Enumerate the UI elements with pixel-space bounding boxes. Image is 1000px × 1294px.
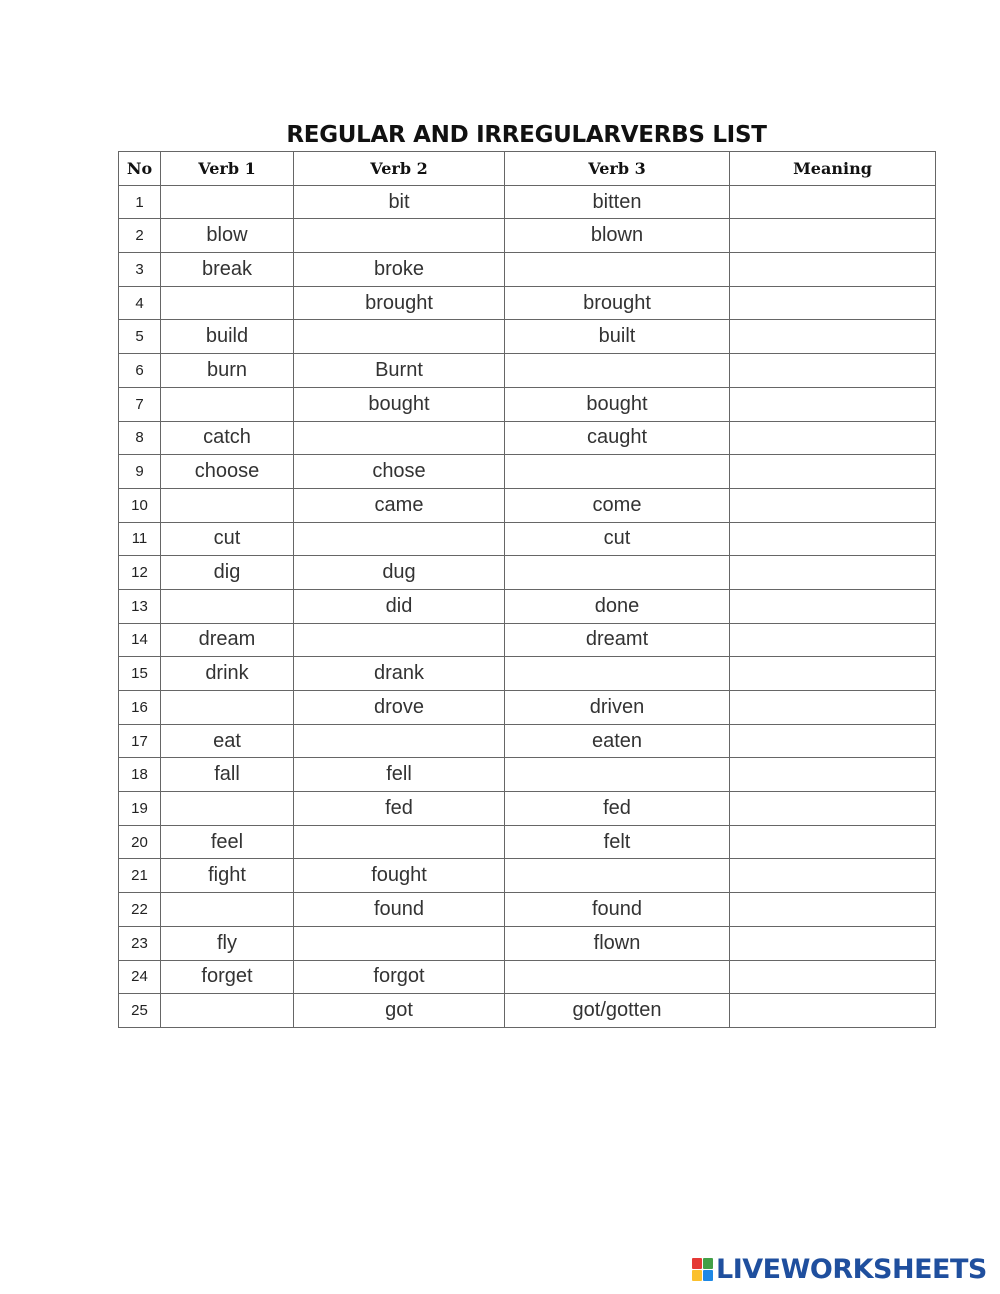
cell-verb-2[interactable]: came xyxy=(294,488,505,522)
cell-no: 14 xyxy=(119,623,161,657)
cell-meaning[interactable] xyxy=(730,792,936,826)
table-row xyxy=(119,522,936,556)
cell-verb-2[interactable]: fell xyxy=(294,758,505,792)
cell-meaning[interactable] xyxy=(730,691,936,725)
cell-verb-1[interactable]: burn xyxy=(161,354,294,388)
cell-verb-2[interactable]: fed xyxy=(294,792,505,826)
cell-verb-3[interactable]: found xyxy=(505,893,730,927)
cell-no: 8 xyxy=(119,421,161,455)
cell-verb-1[interactable]: drink xyxy=(161,657,294,691)
table-row xyxy=(119,556,936,590)
cell-no: 6 xyxy=(119,354,161,388)
cell-no: 18 xyxy=(119,758,161,792)
cell-meaning[interactable] xyxy=(730,859,936,893)
cell-verb-3[interactable] xyxy=(505,960,730,994)
cell-verb-2[interactable]: broke xyxy=(294,253,505,287)
cell-no: 10 xyxy=(119,488,161,522)
cell-verb-1[interactable]: build xyxy=(161,320,294,354)
cell-meaning[interactable] xyxy=(730,724,936,758)
table-row xyxy=(119,960,936,994)
cell-verb-3[interactable] xyxy=(505,758,730,792)
cell-meaning[interactable] xyxy=(730,556,936,590)
cell-verb-1[interactable] xyxy=(161,488,294,522)
cell-no: 15 xyxy=(119,657,161,691)
cell-verb-2[interactable]: did xyxy=(294,589,505,623)
cell-verb-2[interactable]: found xyxy=(294,893,505,927)
cell-verb-1[interactable]: fight xyxy=(161,859,294,893)
cell-meaning[interactable] xyxy=(730,286,936,320)
header-no: No xyxy=(119,152,161,186)
cell-verb-2[interactable]: chose xyxy=(294,455,505,489)
table-row xyxy=(119,825,936,859)
cell-verb-1[interactable] xyxy=(161,792,294,826)
cell-verb-2[interactable] xyxy=(294,522,505,556)
cell-verb-2[interactable]: Burnt xyxy=(294,354,505,388)
cell-verb-2[interactable]: dug xyxy=(294,556,505,590)
cell-verb-1[interactable]: catch xyxy=(161,421,294,455)
cell-meaning[interactable] xyxy=(730,320,936,354)
cell-meaning[interactable] xyxy=(730,522,936,556)
cell-verb-3[interactable] xyxy=(505,859,730,893)
cell-meaning[interactable] xyxy=(730,354,936,388)
cell-verb-2[interactable]: got xyxy=(294,994,505,1028)
cell-verb-1[interactable] xyxy=(161,589,294,623)
header-meaning: Meaning xyxy=(730,152,936,186)
table-row xyxy=(119,488,936,522)
cell-no: 11 xyxy=(119,522,161,556)
table-row xyxy=(119,994,936,1028)
table-row xyxy=(119,455,936,489)
cell-meaning[interactable] xyxy=(730,589,936,623)
cell-meaning[interactable] xyxy=(730,657,936,691)
cell-verb-2[interactable] xyxy=(294,320,505,354)
cell-verb-3[interactable]: felt xyxy=(505,825,730,859)
table-row xyxy=(119,623,936,657)
cell-no: 2 xyxy=(119,219,161,253)
cell-meaning[interactable] xyxy=(730,219,936,253)
cell-verb-2[interactable] xyxy=(294,724,505,758)
cell-verb-3[interactable]: built xyxy=(505,320,730,354)
cell-no: 12 xyxy=(119,556,161,590)
table-row xyxy=(119,758,936,792)
cell-verb-1[interactable]: cut xyxy=(161,522,294,556)
cell-verb-2[interactable] xyxy=(294,623,505,657)
cell-verb-1[interactable]: fly xyxy=(161,926,294,960)
cell-meaning[interactable] xyxy=(730,421,936,455)
cell-verb-1[interactable]: eat xyxy=(161,724,294,758)
cell-no: 3 xyxy=(119,253,161,287)
cell-verb-3[interactable] xyxy=(505,657,730,691)
cell-verb-3[interactable]: cut xyxy=(505,522,730,556)
cell-verb-1[interactable] xyxy=(161,893,294,927)
cell-meaning[interactable] xyxy=(730,758,936,792)
cell-verb-3[interactable]: blown xyxy=(505,219,730,253)
logo-square-green xyxy=(703,1258,713,1269)
table-row xyxy=(119,724,936,758)
table-body xyxy=(119,185,936,1027)
cell-no: 23 xyxy=(119,926,161,960)
liveworksheets-logo xyxy=(692,1252,987,1286)
cell-no: 17 xyxy=(119,724,161,758)
cell-verb-2[interactable] xyxy=(294,825,505,859)
header-verb-3: Verb 3 xyxy=(505,152,730,186)
cell-verb-2[interactable] xyxy=(294,926,505,960)
cell-no: 20 xyxy=(119,825,161,859)
table-header-row xyxy=(119,152,936,186)
cell-verb-1[interactable]: blow xyxy=(161,219,294,253)
cell-no: 9 xyxy=(119,455,161,489)
logo-square-blue xyxy=(703,1270,713,1281)
table-row xyxy=(119,286,936,320)
cell-meaning[interactable] xyxy=(730,825,936,859)
cell-verb-3[interactable] xyxy=(505,556,730,590)
cell-no: 1 xyxy=(119,185,161,219)
cell-verb-3[interactable]: dreamt xyxy=(505,623,730,657)
header-verb-1: Verb 1 xyxy=(161,152,294,186)
cell-verb-1[interactable]: dig xyxy=(161,556,294,590)
table-row xyxy=(119,691,936,725)
cell-verb-3[interactable]: come xyxy=(505,488,730,522)
cell-verb-3[interactable]: done xyxy=(505,589,730,623)
cell-verb-1[interactable] xyxy=(161,185,294,219)
cell-verb-3[interactable]: got/gotten xyxy=(505,994,730,1028)
logo-square-red xyxy=(692,1258,702,1269)
logo-text: LIVEWORKSHEETS xyxy=(716,1253,987,1285)
cell-no: 19 xyxy=(119,792,161,826)
cell-no: 13 xyxy=(119,589,161,623)
table-row xyxy=(119,859,936,893)
cell-meaning[interactable] xyxy=(730,893,936,927)
cell-meaning[interactable] xyxy=(730,926,936,960)
cell-verb-2[interactable]: bought xyxy=(294,387,505,421)
cell-verb-3[interactable]: driven xyxy=(505,691,730,725)
cell-no: 5 xyxy=(119,320,161,354)
cell-verb-1[interactable]: forget xyxy=(161,960,294,994)
cell-meaning[interactable] xyxy=(730,623,936,657)
cell-verb-3[interactable]: bought xyxy=(505,387,730,421)
cell-verb-2[interactable]: drove xyxy=(294,691,505,725)
cell-no: 16 xyxy=(119,691,161,725)
table-row xyxy=(119,589,936,623)
cell-no: 21 xyxy=(119,859,161,893)
cell-meaning[interactable] xyxy=(730,185,936,219)
cell-meaning[interactable] xyxy=(730,455,936,489)
cell-verb-3[interactable] xyxy=(505,253,730,287)
cell-verb-1[interactable] xyxy=(161,691,294,725)
cell-verb-1[interactable]: break xyxy=(161,253,294,287)
cell-verb-3[interactable]: bitten xyxy=(505,185,730,219)
cell-meaning[interactable] xyxy=(730,994,936,1028)
cell-meaning[interactable] xyxy=(730,960,936,994)
cell-verb-1[interactable] xyxy=(161,387,294,421)
cell-verb-3[interactable]: eaten xyxy=(505,724,730,758)
cell-verb-1[interactable] xyxy=(161,994,294,1028)
cell-no: 25 xyxy=(119,994,161,1028)
worksheet-title: REGULAR AND IRREGULARVERBS LIST xyxy=(286,122,767,148)
liveworksheets-logo-icon xyxy=(692,1258,713,1281)
header-verb-2: Verb 2 xyxy=(294,152,505,186)
table-row xyxy=(119,387,936,421)
table-row xyxy=(119,657,936,691)
cell-verb-3[interactable]: fed xyxy=(505,792,730,826)
cell-meaning[interactable] xyxy=(730,387,936,421)
table-row xyxy=(119,792,936,826)
cell-verb-1[interactable]: feel xyxy=(161,825,294,859)
cell-verb-3[interactable] xyxy=(505,455,730,489)
cell-verb-1[interactable]: choose xyxy=(161,455,294,489)
cell-no: 4 xyxy=(119,286,161,320)
cell-meaning[interactable] xyxy=(730,253,936,287)
cell-no: 24 xyxy=(119,960,161,994)
cell-verb-2[interactable] xyxy=(294,421,505,455)
cell-verb-3[interactable]: caught xyxy=(505,421,730,455)
table-row xyxy=(119,253,936,287)
logo-square-yellow xyxy=(692,1270,702,1281)
table-row xyxy=(119,219,936,253)
cell-no: 7 xyxy=(119,387,161,421)
cell-verb-2[interactable]: drank xyxy=(294,657,505,691)
cell-meaning[interactable] xyxy=(730,488,936,522)
cell-verb-3[interactable]: brought xyxy=(505,286,730,320)
cell-verb-1[interactable] xyxy=(161,286,294,320)
table-row xyxy=(119,926,936,960)
cell-verb-1[interactable]: dream xyxy=(161,623,294,657)
cell-verb-1[interactable]: fall xyxy=(161,758,294,792)
cell-verb-2[interactable]: forgot xyxy=(294,960,505,994)
cell-verb-2[interactable]: brought xyxy=(294,286,505,320)
table-row xyxy=(119,893,936,927)
cell-verb-3[interactable]: flown xyxy=(505,926,730,960)
cell-verb-3[interactable] xyxy=(505,354,730,388)
table-row xyxy=(119,421,936,455)
cell-verb-2[interactable]: fought xyxy=(294,859,505,893)
cell-verb-2[interactable] xyxy=(294,219,505,253)
cell-verb-2[interactable]: bit xyxy=(294,185,505,219)
table-row xyxy=(119,185,936,219)
table-row xyxy=(119,354,936,388)
table-row xyxy=(119,320,936,354)
verbs-table xyxy=(118,151,936,1028)
cell-no: 22 xyxy=(119,893,161,927)
